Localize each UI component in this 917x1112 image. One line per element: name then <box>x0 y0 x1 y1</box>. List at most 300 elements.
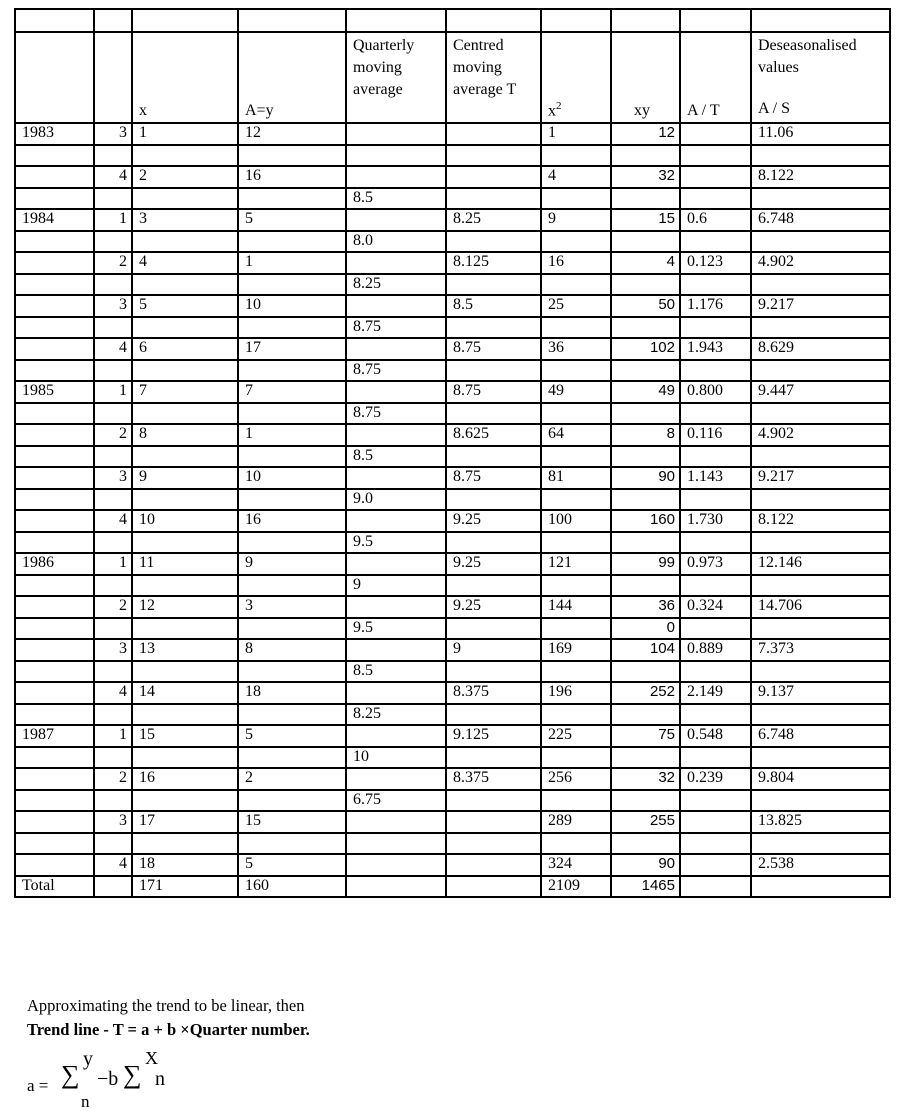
cell-year <box>15 510 94 532</box>
formula-n-1: n <box>81 1092 90 1111</box>
cell-quarter <box>94 876 132 898</box>
cell-centred-moving-average: 9.25 <box>446 553 541 575</box>
cell-year <box>15 446 94 468</box>
cell-centred-moving-average: 8.5 <box>446 295 541 317</box>
cell-a-over-s: 7.373 <box>751 639 890 661</box>
cell-y <box>238 661 346 683</box>
cell-centred-moving-average: 8.125 <box>446 252 541 274</box>
cell-a-over-s: 6.748 <box>751 725 890 747</box>
cell-x <box>132 532 238 554</box>
cell-quarterly-moving-average: 8.0 <box>346 231 446 253</box>
cell-quarter: 4 <box>94 338 132 360</box>
cell-xy <box>611 188 680 210</box>
formula-sum-2: ∑ <box>123 1060 142 1089</box>
cell-quarterly-moving-average <box>346 833 446 855</box>
cell-y: 5 <box>238 209 346 231</box>
cell-x <box>132 747 238 769</box>
cell-centred-moving-average <box>446 166 541 188</box>
cell-quarterly-moving-average <box>346 768 446 790</box>
cell-x-squared <box>541 145 611 167</box>
cell-x: 2 <box>132 166 238 188</box>
cell-quarter: 4 <box>94 682 132 704</box>
cell-quarter: 3 <box>94 639 132 661</box>
cell-y <box>238 231 346 253</box>
cell-y: 17 <box>238 338 346 360</box>
cell-quarterly-moving-average <box>346 596 446 618</box>
cell-a-over-s <box>751 876 890 898</box>
cell-quarterly-moving-average <box>346 467 446 489</box>
cell-xy: 32 <box>611 768 680 790</box>
cell-year <box>15 145 94 167</box>
cell-a-over-t: 1.943 <box>680 338 751 360</box>
cell-quarter <box>94 618 132 640</box>
cell-y: 2 <box>238 768 346 790</box>
cell-x <box>132 145 238 167</box>
cell-a-over-s <box>751 747 890 769</box>
cell-x-squared: 25 <box>541 295 611 317</box>
cell-xy <box>611 575 680 597</box>
table-row <box>15 381 890 403</box>
cell-y <box>238 489 346 511</box>
cell-x <box>132 704 238 726</box>
cell-xy: 32 <box>611 166 680 188</box>
cell-quarter: 2 <box>94 596 132 618</box>
cell-a-over-s: 8.122 <box>751 166 890 188</box>
cell-y <box>238 145 346 167</box>
cell-x <box>132 790 238 812</box>
cell-x <box>132 360 238 382</box>
cell-xy <box>611 403 680 425</box>
cell-a-over-s <box>751 833 890 855</box>
cell-year <box>15 639 94 661</box>
cell-x-squared <box>541 575 611 597</box>
cell-x-squared: 121 <box>541 553 611 575</box>
cell-y <box>238 833 346 855</box>
cell-a-over-t <box>680 833 751 855</box>
cell-xy <box>611 446 680 468</box>
cell-y <box>238 360 346 382</box>
formula-minus-b: −b <box>97 1068 119 1090</box>
cell-x-squared: 2109 <box>541 876 611 898</box>
cell-y: 5 <box>238 854 346 876</box>
cell-a-over-t <box>680 145 751 167</box>
cell-x: 4 <box>132 252 238 274</box>
cell-a-over-t <box>680 231 751 253</box>
formula-a-label: a = <box>27 1076 49 1095</box>
cell-a-over-s: 9.447 <box>751 381 890 403</box>
cell-year: Total <box>15 876 94 898</box>
cell-year <box>15 467 94 489</box>
cell-quarter: 1 <box>94 209 132 231</box>
cell-x-squared <box>541 231 611 253</box>
cell-centred-moving-average: 8.75 <box>446 338 541 360</box>
cell-centred-moving-average <box>446 618 541 640</box>
cell-quarter: 1 <box>94 725 132 747</box>
table-row <box>15 446 890 468</box>
cell-xy <box>611 704 680 726</box>
cell-a-over-t <box>680 489 751 511</box>
cell-xy <box>611 231 680 253</box>
cell-a-over-t: 0.324 <box>680 596 751 618</box>
cell-year <box>15 489 94 511</box>
cell-centred-moving-average: 9.25 <box>446 596 541 618</box>
cell-y: 16 <box>238 166 346 188</box>
cell-centred-moving-average: 8.375 <box>446 682 541 704</box>
cell-quarterly-moving-average: 8.75 <box>346 360 446 382</box>
cell-quarter: 4 <box>94 510 132 532</box>
cell-x: 12 <box>132 596 238 618</box>
cell-a-over-s <box>751 317 890 339</box>
cell-a-over-t <box>680 123 751 145</box>
cell-y: 3 <box>238 596 346 618</box>
cell-xy <box>611 317 680 339</box>
cell-quarterly-moving-average: 8.25 <box>346 274 446 296</box>
header-deseasonalised <box>751 32 890 123</box>
cell-a-over-s: 4.902 <box>751 252 890 274</box>
cell-xy: 90 <box>611 854 680 876</box>
header-row <box>15 32 890 123</box>
table-row <box>15 252 890 274</box>
cell-y <box>238 618 346 640</box>
cell-x-squared: 225 <box>541 725 611 747</box>
cell-x: 5 <box>132 295 238 317</box>
cell-quarter <box>94 833 132 855</box>
cell-x-squared <box>541 704 611 726</box>
cell-x: 13 <box>132 639 238 661</box>
table-row <box>15 467 890 489</box>
cell-x: 7 <box>132 381 238 403</box>
cell-x-squared: 9 <box>541 209 611 231</box>
cell-quarter <box>94 747 132 769</box>
cell-centred-moving-average <box>446 747 541 769</box>
table-row <box>15 424 890 446</box>
cell-x-squared <box>541 747 611 769</box>
table-row <box>15 618 890 640</box>
cell-quarterly-moving-average <box>346 338 446 360</box>
cell-a-over-t <box>680 747 751 769</box>
header-a-over-t: A / T <box>680 32 751 123</box>
cell-x: 18 <box>132 854 238 876</box>
cell-a-over-t <box>680 661 751 683</box>
cell-year <box>15 811 94 833</box>
total-row <box>15 876 890 898</box>
table-row <box>15 553 890 575</box>
cell-quarter <box>94 145 132 167</box>
cell-a-over-s: 12.146 <box>751 553 890 575</box>
cell-a-over-s: 2.538 <box>751 854 890 876</box>
cell-quarter <box>94 403 132 425</box>
cell-year <box>15 768 94 790</box>
table-row <box>15 188 890 210</box>
cell-a-over-s: 13.825 <box>751 811 890 833</box>
cell-a-over-s: 9.217 <box>751 295 890 317</box>
header-quarter <box>94 32 132 123</box>
cell-a-over-s: 14.706 <box>751 596 890 618</box>
cell-a-over-t <box>680 811 751 833</box>
cell-year <box>15 747 94 769</box>
cell-x: 11 <box>132 553 238 575</box>
cell-y <box>238 317 346 339</box>
table-row <box>15 704 890 726</box>
cell-year <box>15 854 94 876</box>
cell-a-over-t: 0.123 <box>680 252 751 274</box>
cell-x-squared <box>541 360 611 382</box>
cell-x-squared <box>541 446 611 468</box>
cell-x-squared: 36 <box>541 338 611 360</box>
cell-quarter: 2 <box>94 424 132 446</box>
cell-a-over-s: 4.902 <box>751 424 890 446</box>
cell-a-over-t: 0.973 <box>680 553 751 575</box>
cell-x <box>132 317 238 339</box>
cell-x-squared <box>541 317 611 339</box>
cell-xy: 12 <box>611 123 680 145</box>
cell-a-over-s: 9.804 <box>751 768 890 790</box>
cell-quarter <box>94 446 132 468</box>
cell-y <box>238 532 346 554</box>
cell-a-over-t: 0.800 <box>680 381 751 403</box>
notes <box>27 994 310 1042</box>
cell-a-over-t <box>680 274 751 296</box>
cell-centred-moving-average <box>446 489 541 511</box>
cell-quarter <box>94 704 132 726</box>
cell-y: 9 <box>238 553 346 575</box>
cell-xy: 75 <box>611 725 680 747</box>
cell-x <box>132 575 238 597</box>
cell-year: 1984 <box>15 209 94 231</box>
cell-quarterly-moving-average <box>346 725 446 747</box>
cell-year <box>15 360 94 382</box>
cell-xy: 160 <box>611 510 680 532</box>
cell-year <box>15 618 94 640</box>
cell-quarter: 1 <box>94 381 132 403</box>
cell-quarterly-moving-average: 8.75 <box>346 403 446 425</box>
cell-x-squared <box>541 188 611 210</box>
cell-quarter: 2 <box>94 768 132 790</box>
cell-x-squared: 64 <box>541 424 611 446</box>
header-year <box>15 32 94 123</box>
table-row <box>15 768 890 790</box>
cell-x-squared: 4 <box>541 166 611 188</box>
cell-quarterly-moving-average <box>346 252 446 274</box>
cell-a-over-t: 2.149 <box>680 682 751 704</box>
cell-a-over-s <box>751 403 890 425</box>
cell-a-over-s: 8.122 <box>751 510 890 532</box>
cell-y <box>238 188 346 210</box>
header-quarterly-moving-average: Quarterly moving average <box>346 32 446 123</box>
cell-xy <box>611 145 680 167</box>
cell-x-squared: 81 <box>541 467 611 489</box>
cell-centred-moving-average <box>446 854 541 876</box>
formula-n-2: n <box>155 1068 165 1090</box>
cell-xy <box>611 532 680 554</box>
table-row <box>15 532 890 554</box>
cell-x: 15 <box>132 725 238 747</box>
cell-year <box>15 682 94 704</box>
cell-a-over-s <box>751 575 890 597</box>
table-row <box>15 274 890 296</box>
cell-year <box>15 575 94 597</box>
table-row <box>15 123 890 145</box>
cell-centred-moving-average <box>446 231 541 253</box>
table-row <box>15 575 890 597</box>
cell-quarterly-moving-average <box>346 553 446 575</box>
cell-quarter: 3 <box>94 467 132 489</box>
cell-y <box>238 274 346 296</box>
cell-a-over-t: 0.6 <box>680 209 751 231</box>
blank-top-row <box>15 9 890 32</box>
cell-a-over-s <box>751 188 890 210</box>
cell-x <box>132 446 238 468</box>
cell-quarterly-moving-average <box>346 639 446 661</box>
cell-x <box>132 489 238 511</box>
cell-a-over-s <box>751 231 890 253</box>
cell-quarterly-moving-average <box>346 381 446 403</box>
cell-x: 14 <box>132 682 238 704</box>
cell-centred-moving-average <box>446 575 541 597</box>
header-y: A=y <box>238 32 346 123</box>
table-row <box>15 166 890 188</box>
cell-x: 9 <box>132 467 238 489</box>
cell-a-over-s <box>751 618 890 640</box>
cell-year: 1985 <box>15 381 94 403</box>
cell-x: 1 <box>132 123 238 145</box>
table-row <box>15 510 890 532</box>
table-row <box>15 596 890 618</box>
cell-x-squared: 16 <box>541 252 611 274</box>
cell-a-over-t <box>680 704 751 726</box>
cell-xy: 15 <box>611 209 680 231</box>
cell-x-squared <box>541 489 611 511</box>
cell-a-over-t <box>680 446 751 468</box>
table-row <box>15 209 890 231</box>
cell-quarterly-moving-average: 6.75 <box>346 790 446 812</box>
cell-y: 16 <box>238 510 346 532</box>
cell-x-squared: 100 <box>541 510 611 532</box>
cell-year: 1987 <box>15 725 94 747</box>
cell-year <box>15 252 94 274</box>
cell-centred-moving-average: 8.25 <box>446 209 541 231</box>
table-row <box>15 725 890 747</box>
cell-x-squared: 256 <box>541 768 611 790</box>
cell-y: 10 <box>238 467 346 489</box>
cell-xy: 255 <box>611 811 680 833</box>
cell-y: 1 <box>238 424 346 446</box>
cell-a-over-s <box>751 145 890 167</box>
table-row <box>15 338 890 360</box>
cell-year <box>15 274 94 296</box>
cell-year: 1986 <box>15 553 94 575</box>
cell-quarterly-moving-average <box>346 424 446 446</box>
cell-year <box>15 704 94 726</box>
cell-quarterly-moving-average <box>346 145 446 167</box>
cell-quarter <box>94 661 132 683</box>
table-row <box>15 682 890 704</box>
cell-x-squared <box>541 403 611 425</box>
cell-a-over-s <box>751 274 890 296</box>
cell-xy: 36 <box>611 596 680 618</box>
cell-year: 1983 <box>15 123 94 145</box>
table-row <box>15 145 890 167</box>
cell-xy: 50 <box>611 295 680 317</box>
cell-year <box>15 403 94 425</box>
cell-quarterly-moving-average <box>346 295 446 317</box>
table-row <box>15 231 890 253</box>
cell-quarter: 3 <box>94 295 132 317</box>
cell-a-over-s <box>751 489 890 511</box>
cell-year <box>15 317 94 339</box>
cell-y: 15 <box>238 811 346 833</box>
cell-x: 17 <box>132 811 238 833</box>
cell-xy: 4 <box>611 252 680 274</box>
cell-x <box>132 661 238 683</box>
time-series-table <box>14 8 891 898</box>
cell-x-squared <box>541 833 611 855</box>
cell-xy: 102 <box>611 338 680 360</box>
cell-centred-moving-average: 8.75 <box>446 381 541 403</box>
cell-year <box>15 166 94 188</box>
cell-x-squared <box>541 274 611 296</box>
cell-quarterly-moving-average: 10 <box>346 747 446 769</box>
cell-centred-moving-average <box>446 123 541 145</box>
cell-x: 3 <box>132 209 238 231</box>
cell-quarter: 1 <box>94 553 132 575</box>
cell-a-over-s <box>751 446 890 468</box>
cell-quarter <box>94 532 132 554</box>
cell-y: 8 <box>238 639 346 661</box>
cell-x-squared <box>541 790 611 812</box>
cell-centred-moving-average <box>446 274 541 296</box>
cell-x <box>132 274 238 296</box>
cell-y: 7 <box>238 381 346 403</box>
cell-centred-moving-average <box>446 403 541 425</box>
notes-line-2: Trend line - T = a + b ×Quarter number. <box>27 1020 310 1039</box>
cell-x-squared <box>541 661 611 683</box>
cell-year <box>15 424 94 446</box>
cell-a-over-t <box>680 317 751 339</box>
cell-x <box>132 188 238 210</box>
cell-quarterly-moving-average: 9.5 <box>346 532 446 554</box>
formula-a <box>27 1048 327 1112</box>
table-row <box>15 403 890 425</box>
cell-quarter <box>94 360 132 382</box>
cell-xy <box>611 489 680 511</box>
cell-a-over-t <box>680 403 751 425</box>
cell-quarterly-moving-average: 9.5 <box>346 618 446 640</box>
cell-a-over-s <box>751 790 890 812</box>
header-x: x <box>132 32 238 123</box>
cell-a-over-s: 11.06 <box>751 123 890 145</box>
cell-xy <box>611 661 680 683</box>
cell-year <box>15 231 94 253</box>
cell-a-over-t: 0.116 <box>680 424 751 446</box>
table-row <box>15 360 890 382</box>
cell-quarterly-moving-average <box>346 209 446 231</box>
cell-a-over-s <box>751 532 890 554</box>
cell-a-over-t <box>680 166 751 188</box>
cell-quarterly-moving-average: 8.75 <box>346 317 446 339</box>
cell-y: 12 <box>238 123 346 145</box>
cell-x-squared <box>541 618 611 640</box>
cell-x <box>132 618 238 640</box>
cell-centred-moving-average: 8.625 <box>446 424 541 446</box>
formula-x: X <box>145 1048 158 1068</box>
cell-x: 171 <box>132 876 238 898</box>
cell-quarterly-moving-average: 9 <box>346 575 446 597</box>
table-row <box>15 811 890 833</box>
cell-xy: 104 <box>611 639 680 661</box>
cell-centred-moving-average <box>446 833 541 855</box>
cell-a-over-t: 0.548 <box>680 725 751 747</box>
